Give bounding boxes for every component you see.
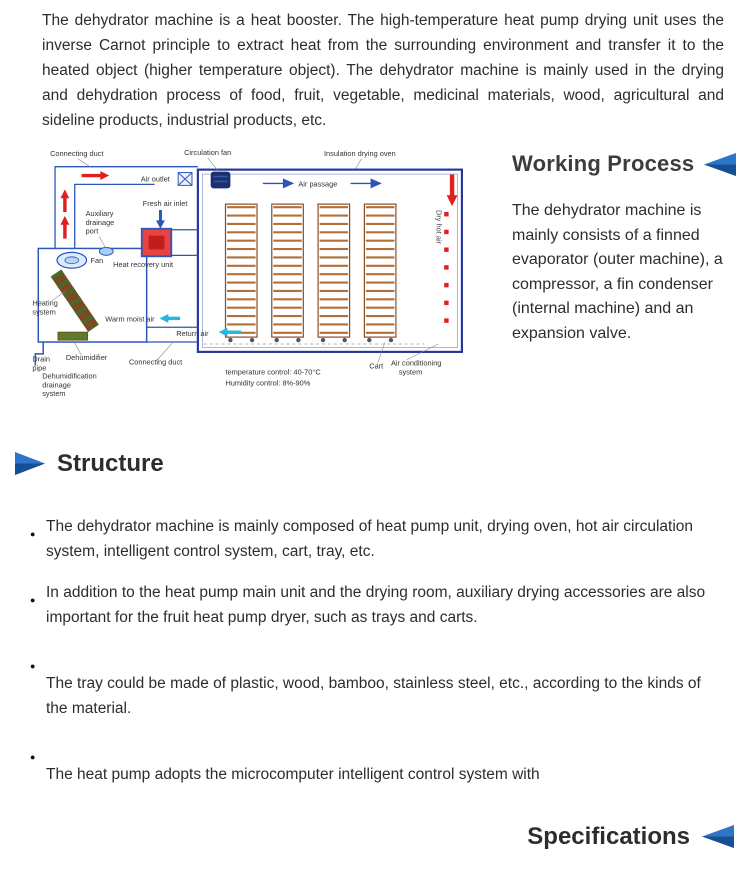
label-dehumidifier: Dehumidifier	[65, 352, 108, 362]
working-process-section	[0, 145, 750, 416]
dehydrator-schematic	[28, 145, 486, 411]
label-air-conditioning-2: system	[398, 367, 423, 377]
fresh-air-arrow	[156, 210, 165, 229]
working-process-title: Working Process	[512, 151, 695, 176]
label-temperature-control: temperature control: 40-70°C	[225, 367, 321, 377]
label-cart: Cart	[369, 361, 384, 371]
circulation-fan-icon	[211, 172, 231, 189]
label-fan: Fan	[90, 256, 104, 266]
label-drain-1: Drain	[32, 354, 51, 364]
structure-title: Structure	[57, 449, 164, 477]
label-air-conditioning-1: Air conditioning	[390, 358, 442, 368]
label-drain-2: pipe	[32, 363, 47, 373]
label-connecting-duct-top: Connecting duct	[50, 148, 104, 158]
label-fresh-air-inlet: Fresh air inlet	[142, 199, 188, 209]
structure-bullet: ● The heat pump adopts the microcomputer intelligent control system with	[30, 737, 720, 787]
label-humidity-control: Humidity control: 8%-90%	[225, 378, 311, 388]
working-process-body: The dehydrator machine is mainly consists of a finned evaporator (outer machine), a compressor, a fin condenser (internal machine) and an expansion valve.	[512, 202, 723, 342]
label-dry-hot-air: Dry hot air	[434, 210, 444, 245]
label-warm-moist-air: Warm moist air	[105, 314, 155, 324]
structure-bullet-list	[15, 514, 720, 787]
label-auxiliary-drainage-3: port	[85, 226, 99, 236]
warm-moist-air-arrow	[159, 314, 180, 323]
fan-icon	[57, 252, 87, 268]
arrow-left-icon	[700, 824, 734, 849]
label-insulation-drying-oven: Insulation drying oven	[323, 148, 396, 158]
label-return-air: Return air	[176, 329, 209, 339]
structure-bullet: ● In addition to the heat pump main unit and the drying room, auxiliary drying accessories are also important for the fruit heat pump dryer, such as trays and carts.	[30, 580, 720, 630]
label-auxiliary-drainage-2: drainage	[85, 217, 115, 227]
label-auxiliary-drainage-1: Auxiliary	[85, 208, 114, 218]
working-process-column	[486, 145, 750, 416]
heating-system-icon	[56, 273, 93, 328]
label-dehumidification-2: drainage	[42, 380, 71, 390]
label-dehumidification-3: system	[42, 389, 66, 399]
label-dehumidification-1: Dehumidification	[42, 371, 97, 381]
air-outlet-icon	[178, 173, 192, 186]
dehumidifier-icon	[58, 332, 88, 340]
structure-bullet: ● The tray could be made of plastic, wood, bamboo, stainless steel, etc., according to the kinds of the material.	[30, 646, 720, 721]
arrow-right-icon	[15, 451, 47, 476]
intro-paragraph: The dehydrator machine is a heat booster. The high-temperature heat pump drying unit uses the inverse Carnot principle to extract heat from the surrounding environment and transfer it to the heated object (higher temperature object). The dehydrator machine is mainly used in the drying and dehydration process of food, fruit, vegetable, medicinal materials, wood, agricultural and sideline products, industrial products, etc.	[42, 12, 724, 129]
label-air-passage: Air passage	[298, 179, 338, 189]
dehydrator-diagram	[28, 145, 486, 416]
label-heat-recovery-unit: Heat recovery unit	[113, 260, 174, 270]
label-circulation-fan: Circulation fan	[184, 147, 232, 157]
specifications-heading	[0, 803, 750, 871]
specifications-title: Specifications	[527, 822, 690, 850]
structure-heading	[15, 430, 720, 498]
label-heating-2: system	[32, 307, 56, 317]
heat-recovery-unit-icon	[142, 229, 172, 257]
auxiliary-drainage-port-icon	[99, 247, 113, 255]
label-heating-1: Heating	[32, 298, 58, 308]
working-process-heading	[512, 151, 736, 177]
structure-bullet: ● The dehydrator machine is mainly composed of heat pump unit, drying oven, hot air circulation system, intelligent control system, cart, tray, etc.	[30, 514, 720, 564]
label-connecting-duct-bottom: Connecting duct	[128, 357, 183, 367]
arrow-left-icon	[702, 152, 736, 177]
label-air-outlet: Air outlet	[140, 174, 170, 184]
structure-section	[0, 430, 750, 787]
